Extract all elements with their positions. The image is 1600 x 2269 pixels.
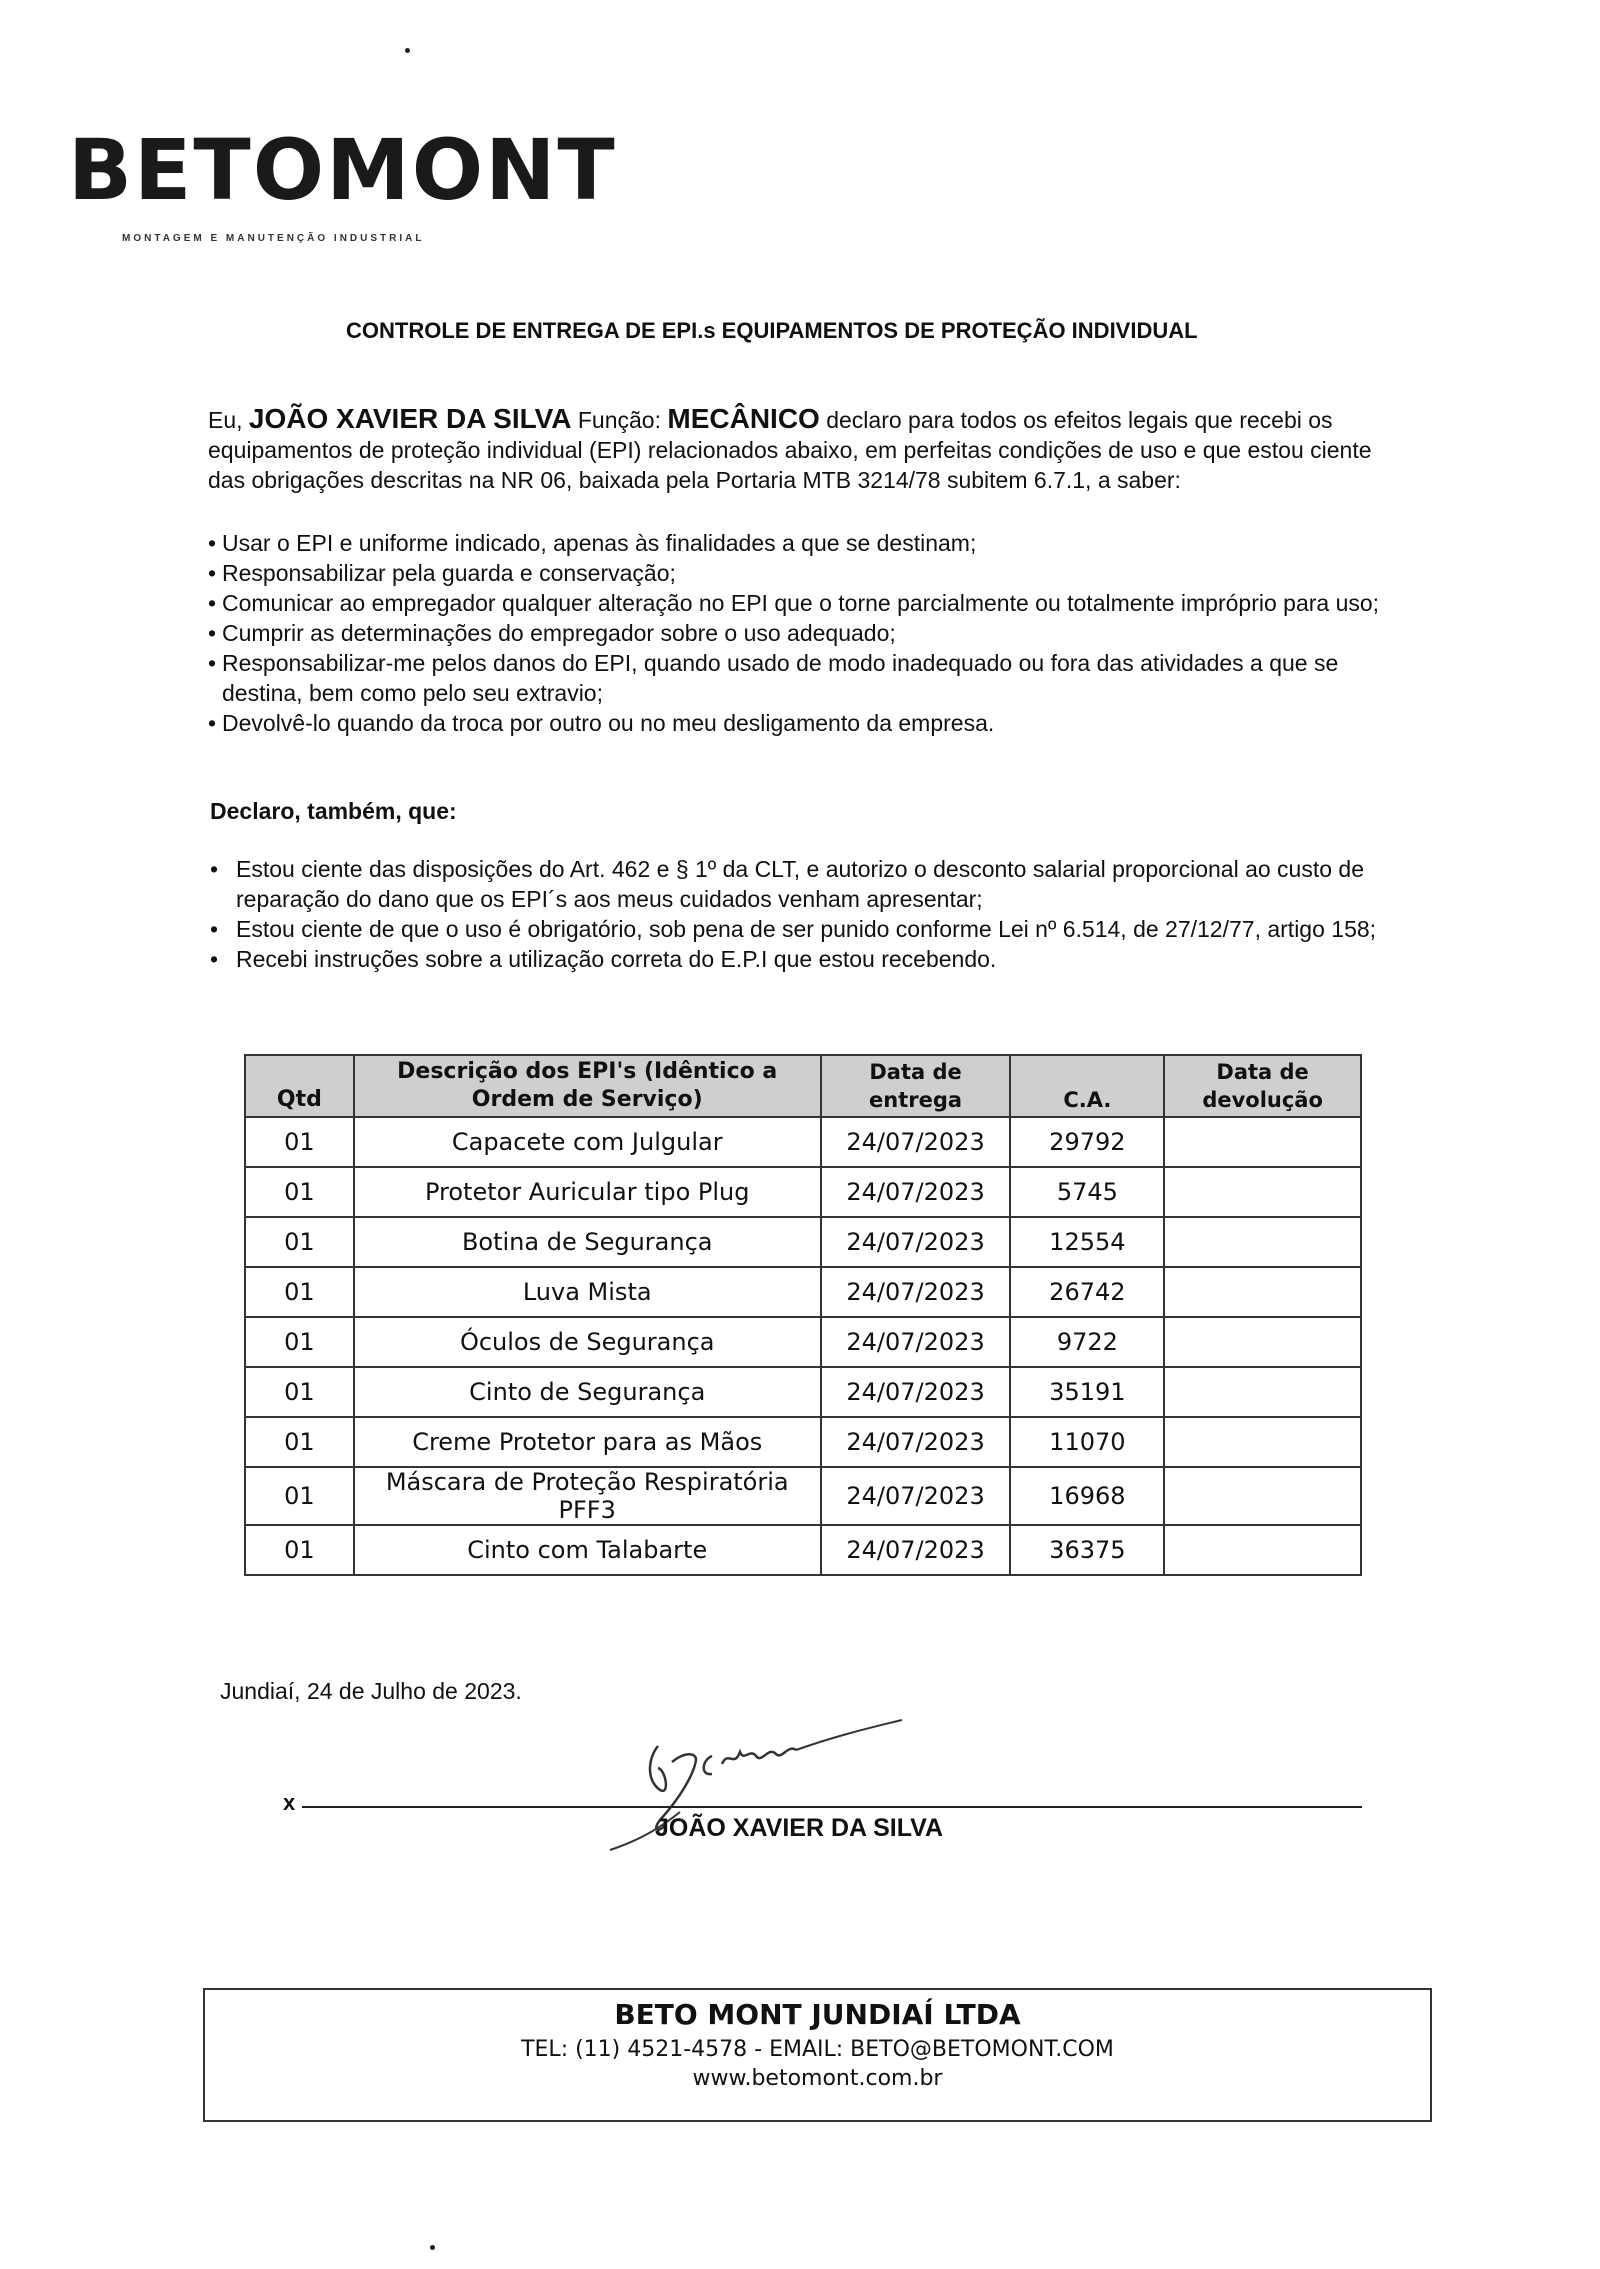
list-item: • Responsabilizar pela guarda e conservação;: [208, 558, 1412, 588]
table-row: [245, 1367, 1361, 1417]
cell-descricao: Máscara de Proteção Respiratória PFF3: [354, 1467, 821, 1525]
footer-contact: TEL: (11) 4521-4578 - EMAIL: BETO@BETOMONT.COM: [521, 2037, 1114, 2062]
cell-descricao: Óculos de Segurança: [354, 1317, 821, 1367]
table-row: [245, 1467, 1361, 1525]
cell-data-entrega: 24/07/2023: [821, 1117, 1011, 1167]
cell-descricao: Creme Protetor para as Mãos: [354, 1417, 821, 1467]
cell-descricao: Capacete com Julgular: [354, 1117, 821, 1167]
table-row: [245, 1117, 1361, 1167]
header-data-entrega: Data de entrega: [821, 1055, 1011, 1117]
cell-qtd: 01: [245, 1367, 354, 1417]
cell-data-entrega: 24/07/2023: [821, 1525, 1011, 1575]
cell-data-devolucao: [1164, 1267, 1361, 1317]
header-descricao: Descrição dos EPI's (Idêntico a Ordem de Serviço): [354, 1055, 821, 1117]
cell-descricao: Cinto com Talabarte: [354, 1525, 821, 1575]
list-item: • Usar o EPI e uniforme indicado, apenas às finalidades a que se destinam;: [208, 528, 1412, 558]
list-item: • Estou ciente das disposições do Art. 462 e § 1º da CLT, e autorizo o desconto salarial proporcional ao custo de reparação do dano que os EPI´s aos meus cuidados venham apresentar;: [208, 854, 1412, 914]
cell-data-devolucao: [1164, 1525, 1361, 1575]
epi-table: [244, 1054, 1362, 1576]
document-title: CONTROLE DE ENTREGA DE EPI.s EQUIPAMENTOS DE PROTEÇÃO INDIVIDUAL: [346, 318, 1198, 343]
cell-ca: 35191: [1010, 1367, 1164, 1417]
cell-data-devolucao: [1164, 1317, 1361, 1367]
list-item: • Estou ciente de que o uso é obrigatório, sob pena de ser punido conforme Lei nº 6.514, de 27/12/77, artigo 158;: [208, 914, 1412, 944]
declaro-heading: Declaro, também, que:: [210, 798, 457, 824]
cell-qtd: 01: [245, 1467, 354, 1525]
list-item: • Comunicar ao empregador qualquer alteração no EPI que o torne parcialmente ou totalmente impróprio para uso;: [208, 588, 1412, 618]
cell-data-devolucao: [1164, 1217, 1361, 1267]
cell-descricao: Cinto de Segurança: [354, 1367, 821, 1417]
footer-company-name: BETO MONT JUNDIAÍ LTDA: [614, 1998, 1021, 2031]
cell-data-entrega: 24/07/2023: [821, 1317, 1011, 1367]
table-row: [245, 1267, 1361, 1317]
cell-data-entrega: 24/07/2023: [821, 1267, 1011, 1317]
obligations-list: [208, 528, 1412, 738]
cell-data-entrega: 24/07/2023: [821, 1467, 1011, 1525]
table-row: [245, 1217, 1361, 1267]
cell-data-entrega: 24/07/2023: [821, 1167, 1011, 1217]
cell-qtd: 01: [245, 1167, 354, 1217]
employee-name: JOÃO XAVIER DA SILVA: [248, 403, 572, 434]
place-date: Jundiaí, 24 de Julho de 2023.: [220, 1678, 522, 1704]
footer-website: www.betomont.com.br: [692, 2066, 943, 2091]
cell-ca: 5745: [1010, 1167, 1164, 1217]
cell-data-devolucao: [1164, 1167, 1361, 1217]
cell-qtd: 01: [245, 1317, 354, 1367]
list-item: • Devolvê-lo quando da troca por outro ou no meu desligamento da empresa.: [208, 708, 1412, 738]
cell-ca: 11070: [1010, 1417, 1164, 1467]
cell-data-entrega: 24/07/2023: [821, 1217, 1011, 1267]
intro-text: declaro para todos os efeitos legais que recebi os equipamentos de proteção individual (EPI) relacionados abaixo, em perfeitas condições de uso e que estou ciente das obrigações descritas na NR 06, baixada pela Portaria MTB 3214/78 subitem 6.7.1, a saber:: [208, 407, 1372, 493]
cell-data-entrega: 24/07/2023: [821, 1417, 1011, 1467]
company-logo: BETOMONT: [68, 121, 617, 219]
cell-data-devolucao: [1164, 1417, 1361, 1467]
table-row: [245, 1317, 1361, 1367]
cell-data-devolucao: [1164, 1467, 1361, 1525]
cell-data-devolucao: [1164, 1367, 1361, 1417]
cell-descricao: Botina de Segurança: [354, 1217, 821, 1267]
header-data-devolucao: Data de devolução: [1164, 1055, 1361, 1117]
signature-x-mark: x: [283, 1790, 296, 1815]
scan-speck: [430, 2245, 435, 2250]
intro-eu: Eu,: [208, 407, 243, 433]
cell-qtd: 01: [245, 1525, 354, 1575]
cell-qtd: 01: [245, 1267, 354, 1317]
cell-data-entrega: 24/07/2023: [821, 1367, 1011, 1417]
company-tagline: MONTAGEM E MANUTENÇÃO INDUSTRIAL: [122, 233, 425, 244]
declaration-paragraph: [208, 404, 1412, 495]
funcao-label: Função:: [577, 407, 661, 433]
declarations-list: [208, 854, 1412, 974]
cell-ca: 12554: [1010, 1217, 1164, 1267]
signatory-name: JOÃO XAVIER DA SILVA: [655, 1814, 944, 1842]
cell-qtd: 01: [245, 1117, 354, 1167]
list-item: • Cumprir as determinações do empregador sobre o uso adequado;: [208, 618, 1412, 648]
cell-data-devolucao: [1164, 1117, 1361, 1167]
cell-qtd: 01: [245, 1217, 354, 1267]
cell-descricao: Protetor Auricular tipo Plug: [354, 1167, 821, 1217]
cell-descricao: Luva Mista: [354, 1267, 821, 1317]
header-ca: C.A.: [1010, 1055, 1164, 1117]
table-header-row: [245, 1055, 1361, 1117]
cell-ca: 36375: [1010, 1525, 1164, 1575]
cell-ca: 9722: [1010, 1317, 1164, 1367]
table-row: [245, 1417, 1361, 1467]
table-row: [245, 1525, 1361, 1575]
list-item: • Recebi instruções sobre a utilização correta do E.P.I que estou recebendo.: [208, 944, 1412, 974]
scan-speck: [405, 48, 410, 53]
signature-line: [302, 1806, 1362, 1808]
header-qtd: Qtd: [245, 1055, 354, 1117]
company-footer: [203, 1988, 1432, 2122]
cell-ca: 26742: [1010, 1267, 1164, 1317]
cell-ca: 29792: [1010, 1117, 1164, 1167]
cell-ca: 16968: [1010, 1467, 1164, 1525]
list-item: • Responsabilizar-me pelos danos do EPI, quando usado de modo inadequado ou fora das atividades a que se destina, bem como pelo seu extravio;: [208, 648, 1412, 708]
employee-role: MECÂNICO: [667, 403, 820, 434]
cell-qtd: 01: [245, 1417, 354, 1467]
table-row: [245, 1167, 1361, 1217]
